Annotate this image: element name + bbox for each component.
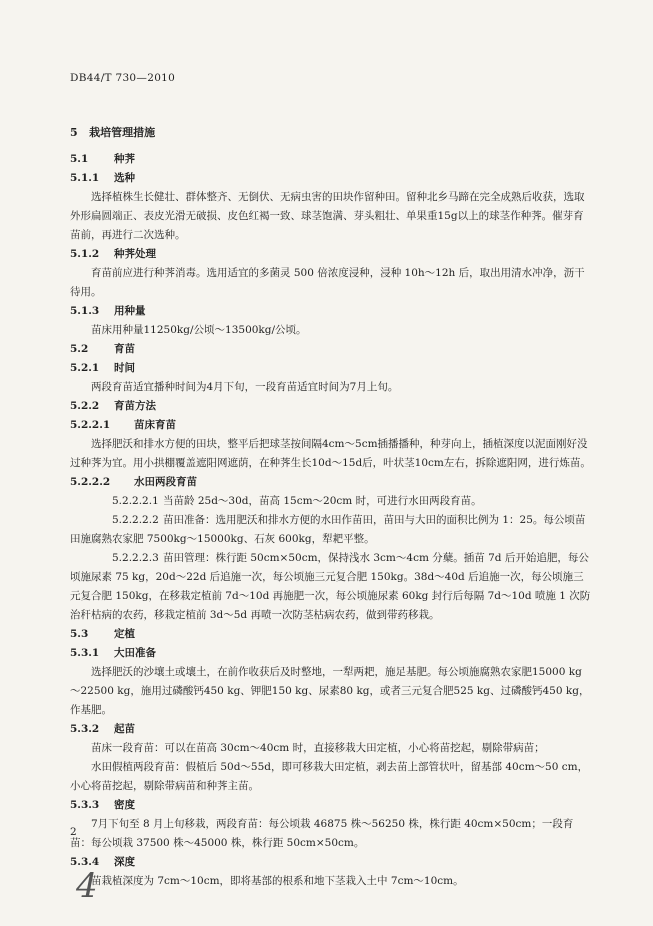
paragraph: 两段育苗适宜播种时间为4月下旬，一段育苗适宜时间为7月上旬。: [91, 381, 399, 393]
heading-5-1-1: 5.1.1 选种: [70, 172, 135, 184]
handwritten-mark: 4: [76, 866, 98, 906]
paragraph: 5.2.2.2.2 苗田准备：选用肥沃和排水方便的水田作苗田，苗田与大田的面积比例为 1：25。每公顷苗田施腐熟农家肥 7500kg～15000kg、石灰 600kg，犁耙平整。: [70, 514, 586, 545]
paragraph: 7月下旬至 8 月上旬移栽，两段育苗：每公顷栽 46875 株～56250 株，株行距 40cm×50cm；一段育苗：每公顷栽 37500 株～45000 株，株行距 50cm×50cm。: [70, 818, 574, 849]
paragraph: 选择肥沃和排水方便的田块，整平后把球茎按间隔4cm～5cm插播播种，种芽向上，插植深度以泥面刚好没过种荠为宜。用小拱棚覆盖遮阳网遮荫，在种荠生长10d～15d后，叶状茎10cm左右，拆除遮阳网，进行炼苗。: [70, 438, 591, 469]
section-title: 5 栽培管理措施: [70, 126, 156, 139]
heading-5-3-3: 5.3.3 密度: [70, 799, 135, 811]
paragraph: 水田假植两段育苗：假植后 50d～55d，即可移栽大田定植，剥去苗上部管状叶，留基部 40cm～50 cm，小心将苗挖起，剔除带病苗和种荠主苗。: [70, 761, 589, 792]
heading-5-2-1: 5.2.1 时间: [70, 362, 135, 374]
heading-5-1-3: 5.1.3 用种量: [70, 305, 146, 317]
heading-5-1-2: 5.1.2 种荠处理: [70, 248, 156, 260]
content: [70, 150, 592, 891]
heading-5-2-2-2: 5.2.2.2 水田两段育苗: [70, 476, 197, 488]
paragraph: 苗床一段育苗：可以在苗高 30cm～40cm 时，直接移栽大田定植，小心将苗挖起，剔除带病苗；: [91, 742, 545, 754]
page-number: 2: [70, 826, 77, 838]
paragraph: 育苗前应进行种荠消毒。选用适宜的多菌灵 500 倍浓度浸种，浸种 10h～12h 后，取出用清水冲净，沥干待用。: [70, 267, 585, 298]
heading-5-2-2-1: 5.2.2.1 苗床育苗: [70, 419, 176, 431]
heading-5-3: 5.3 定植: [70, 628, 135, 640]
heading-5-1: 5.1 种荠: [70, 153, 135, 165]
standard-number: DB44/T 730—2010: [70, 72, 176, 84]
paragraph: 选择植株生长健壮、群体整齐、无倒伏、无病虫害的田块作留种田。留种北乡马蹄在完全成熟后收获，选取外形扁圆端正、表皮光滑无破损、皮色红褐一致、球茎饱满、芽头粗壮、单果重15g以上的球茎作种荠。催芽育苗前，再进行二次选种。: [70, 191, 585, 241]
paragraph: 苗栽植深度为 7cm～10cm，即将基部的根系和地下茎栽入土中 7cm～10cm。: [91, 875, 464, 887]
paragraph: 5.2.2.2.3 苗田管理：株行距 50cm×50cm，保持浅水 3cm～4cm 分蘖。插苗 7d 后开始追肥，每公顷施尿素 75 kg，20d～22d 后追施一次，每公顷施三元复合肥 150kg。38d～40d 后追施一次，每公顷施三元复合肥 150kg，在移栽定植前 7d～10d 再施肥一次，每公顷施尿素 60kg 封行后每隔 7d～10d 喷施 1 次防治秆枯病的农药，移栽定植前 3d～5d 再喷一次防茎枯病农药，做到带药移栽。: [70, 552, 591, 621]
heading-5-3-4: 5.3.4 深度: [70, 856, 135, 868]
heading-5-3-2: 5.3.2 起苗: [70, 723, 135, 735]
heading-5-2: 5.2 育苗: [70, 343, 135, 355]
paragraph: 苗床用种量11250kg/公顷～13500kg/公顷。: [91, 324, 307, 336]
paragraph: 5.2.2.2.1 当苗龄 25d～30d，苗高 15cm～20cm 时，可进行水田两段育苗。: [112, 495, 482, 507]
heading-5-2-2: 5.2.2 育苗方法: [70, 400, 156, 412]
heading-5-3-1: 5.3.1 大田准备: [70, 647, 156, 659]
paragraph: 选择肥沃的沙壤土或壤土，在前作收获后及时整地，一犁两耙，施足基肥。每公顷施腐熟农家肥15000 kg～22500 kg，施用过磷酸钙450 kg、钾肥150 kg、尿素80 kg，或者三元复合肥525 kg、过磷酸钙450 kg，作基肥。: [70, 666, 590, 716]
